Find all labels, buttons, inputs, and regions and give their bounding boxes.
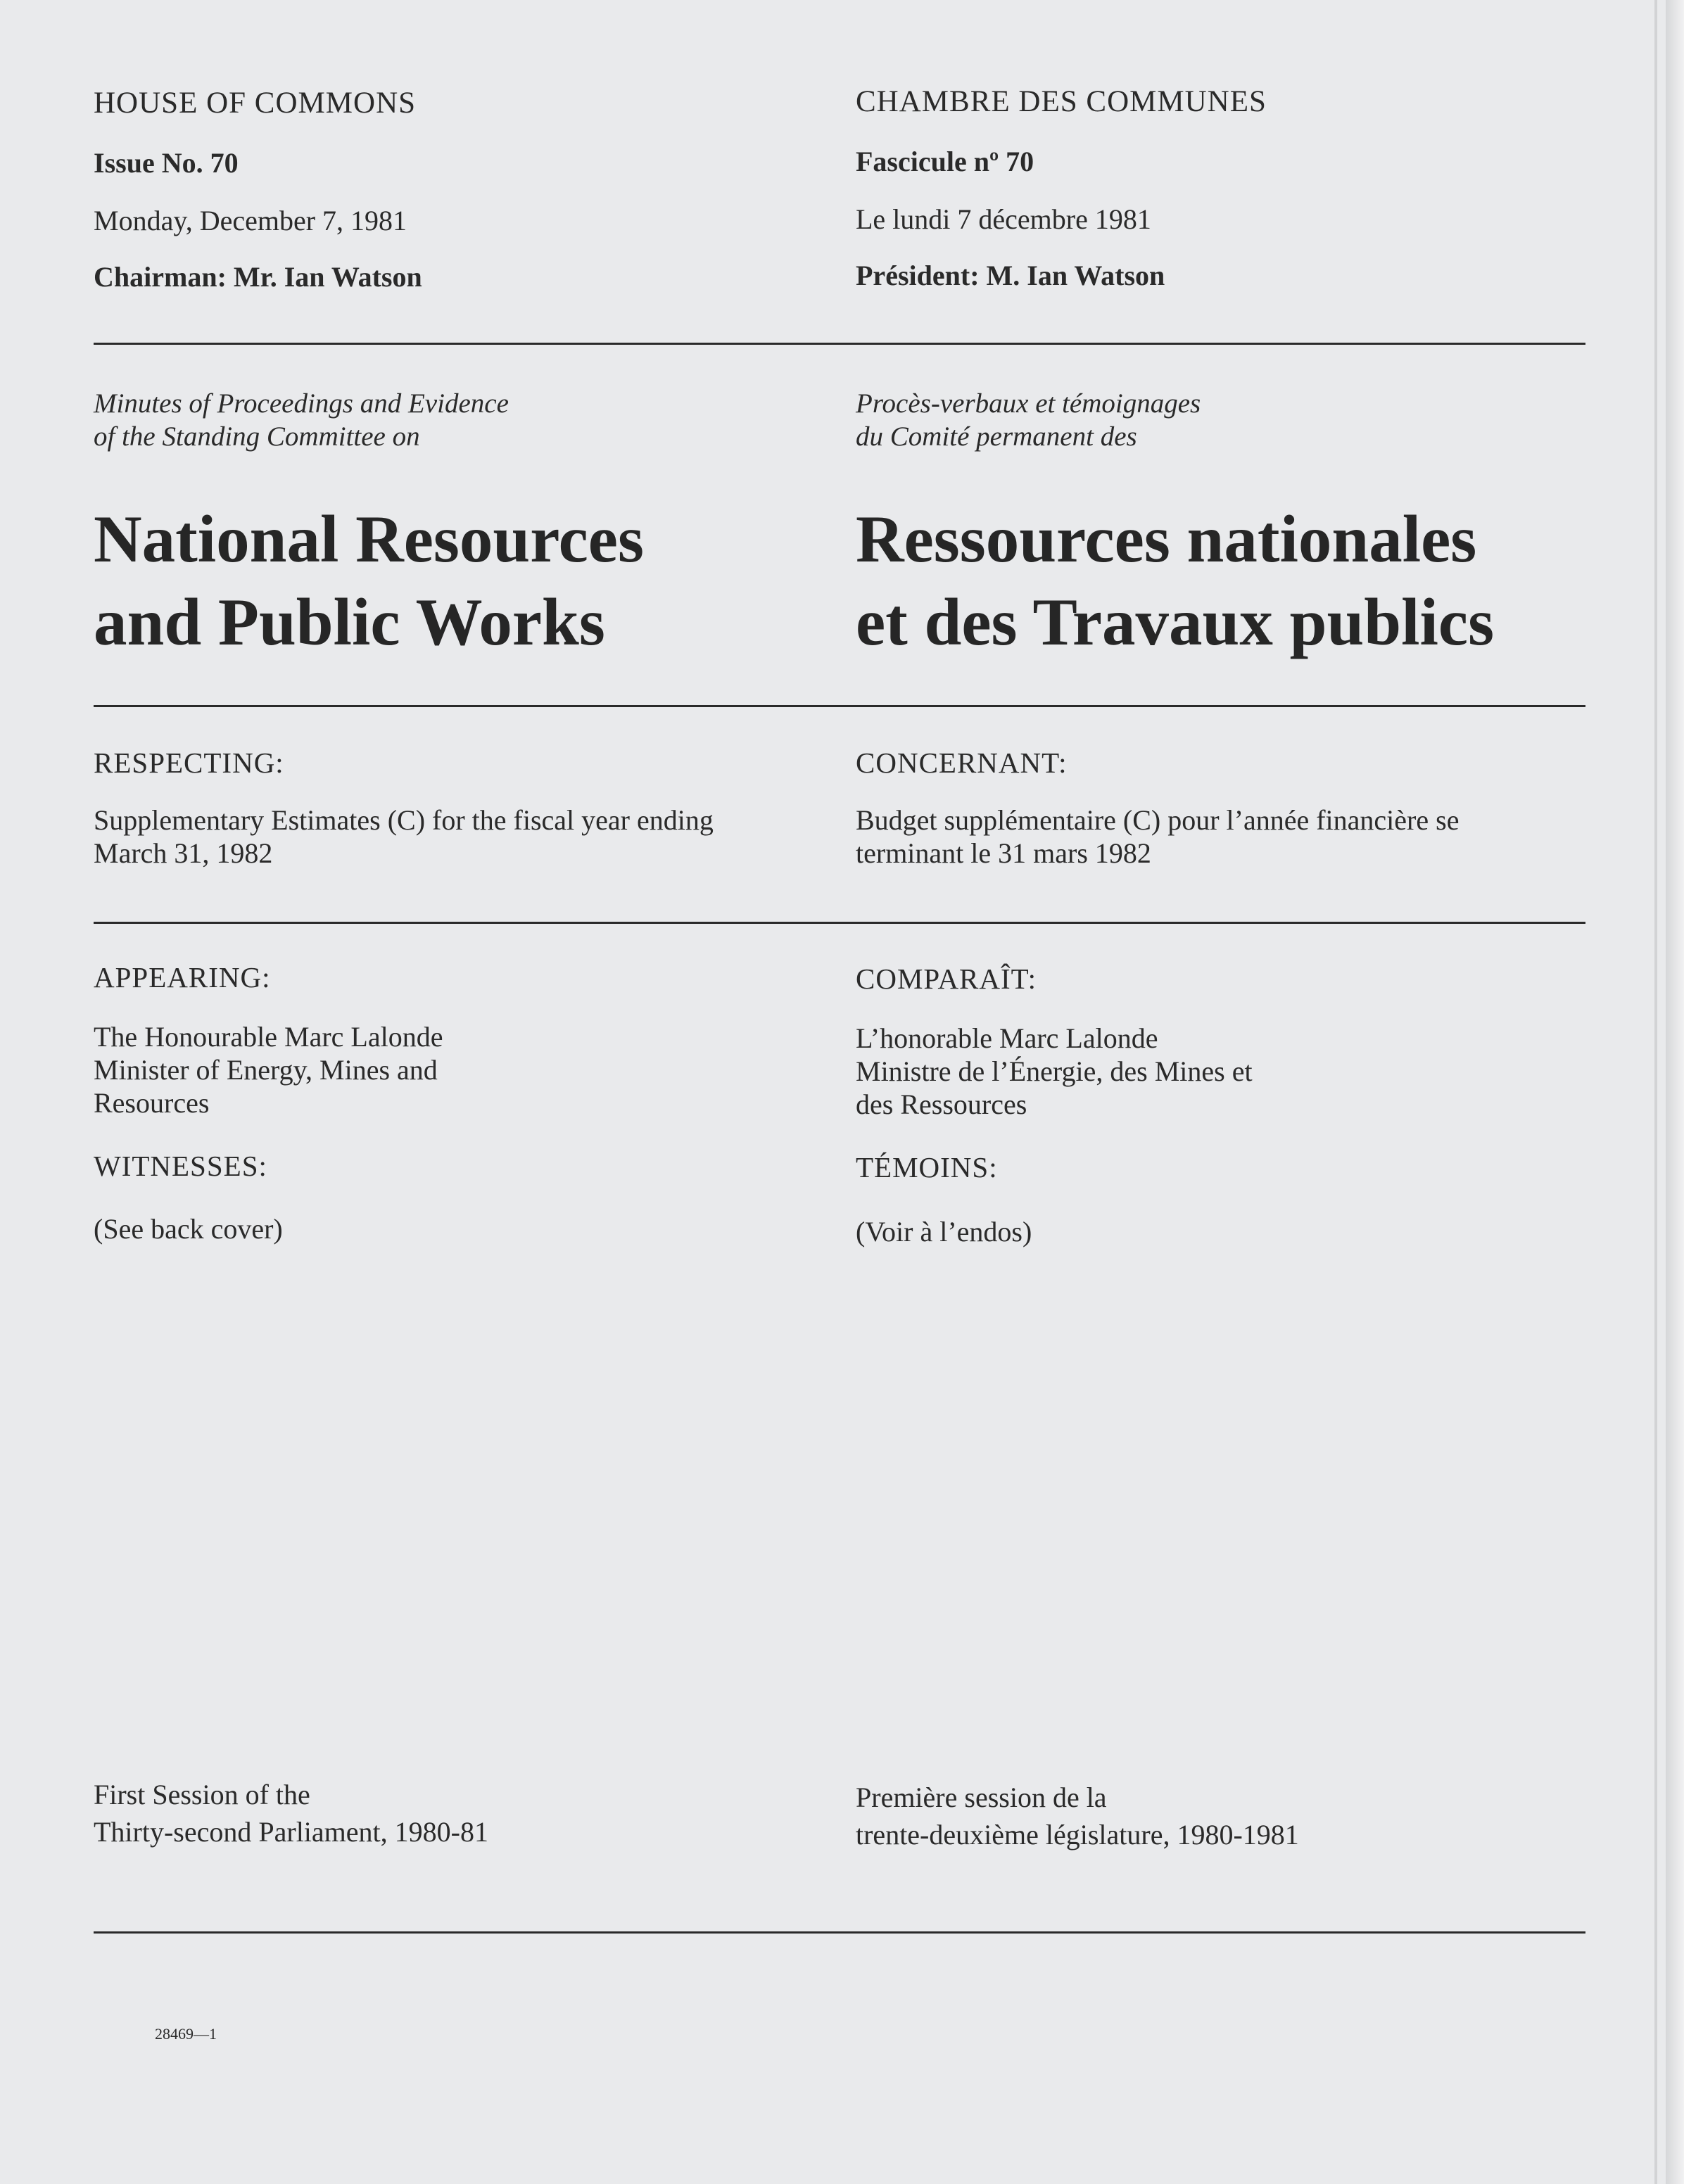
respecting-line-1-fr: Budget supplémentaire (C) pour l’année financière se: [856, 804, 1460, 836]
fascicule-number: Fascicule nº 70: [856, 146, 1034, 177]
respecting-label: RESPECTING:: [94, 747, 284, 779]
chambre-des-communes-heading: CHAMBRE DES COMMUNES: [856, 85, 1267, 118]
president: Président: M. Ian Watson: [856, 260, 1165, 291]
issue-number: Issue No. 70: [94, 147, 239, 179]
concernant-label: CONCERNANT:: [856, 747, 1068, 779]
minutes-subtitle-en: [94, 387, 797, 453]
session-line-2-fr: trente-deuxième législature, 1980-1981: [856, 1819, 1299, 1850]
house-of-commons-heading: HOUSE OF COMMONS: [94, 87, 417, 120]
appearing-label: APPEARING:: [94, 961, 271, 993]
rule-header: [94, 343, 1585, 345]
appearing-line-3-fr: des Ressources: [856, 1088, 1027, 1120]
committee-title-line-2-fr: et des Travaux publics: [856, 585, 1495, 659]
minutes-subtitle-fr: [856, 387, 1559, 453]
issue-date: Monday, December 7, 1981: [94, 205, 407, 236]
page-edge-shadow: [1654, 0, 1657, 2184]
session-line-1-en: First Session of the: [94, 1779, 310, 1810]
committee-title-en: [94, 497, 840, 664]
appearing-line-1-en: The Honourable Marc Lalonde: [94, 1021, 443, 1053]
chairman: Chairman: Mr. Ian Watson: [94, 261, 422, 293]
witnesses-label: WITNESSES:: [94, 1150, 267, 1182]
session-en: [94, 1776, 797, 1850]
committee-title-line-1-en: National Resources: [94, 502, 644, 576]
appearing-line-3-en: Resources: [94, 1087, 210, 1119]
minutes-line-1-en: Minutes of Proceedings and Evidence: [94, 388, 509, 419]
witnesses-text-en: (See back cover): [94, 1213, 283, 1245]
comparait-label: COMPARAÎT:: [856, 963, 1037, 995]
appearing-line-1-fr: L’honorable Marc Lalonde: [856, 1022, 1158, 1054]
temoins-label: TÉMOINS:: [856, 1151, 998, 1183]
minutes-line-1-fr: Procès-verbaux et témoignages: [856, 388, 1201, 419]
print-code: 28469—1: [155, 2025, 217, 2043]
appearing-text-fr: [856, 1022, 1559, 1121]
respecting-line-2-en: March 31, 1982: [94, 837, 273, 869]
committee-title-fr: [856, 497, 1630, 664]
appearing-text-en: [94, 1020, 797, 1119]
minutes-line-2-en: of the Standing Committee on: [94, 421, 420, 452]
witnesses-text-fr: (Voir à l’endos): [856, 1216, 1032, 1247]
rule-title: [94, 705, 1585, 707]
session-fr: [856, 1779, 1559, 1853]
session-line-2-en: Thirty-second Parliament, 1980-81: [94, 1816, 488, 1848]
respecting-line-2-fr: terminant le 31 mars 1982: [856, 837, 1151, 869]
appearing-line-2-en: Minister of Energy, Mines and: [94, 1054, 438, 1086]
fascicule-date: Le lundi 7 décembre 1981: [856, 203, 1151, 235]
respecting-text-fr: [856, 804, 1602, 870]
respecting-text-en: [94, 804, 840, 870]
session-line-1-fr: Première session de la: [856, 1782, 1107, 1813]
rule-footer: [94, 1931, 1585, 1934]
appearing-line-2-fr: Ministre de l’Énergie, des Mines et: [856, 1055, 1253, 1087]
page-edge: [1666, 0, 1684, 2184]
respecting-line-1-en: Supplementary Estimates (C) for the fiscal year ending: [94, 804, 714, 836]
rule-respecting: [94, 922, 1585, 924]
committee-title-line-1-fr: Ressources nationales: [856, 502, 1477, 576]
committee-title-line-2-en: and Public Works: [94, 585, 605, 659]
minutes-line-2-fr: du Comité permanent des: [856, 421, 1137, 452]
